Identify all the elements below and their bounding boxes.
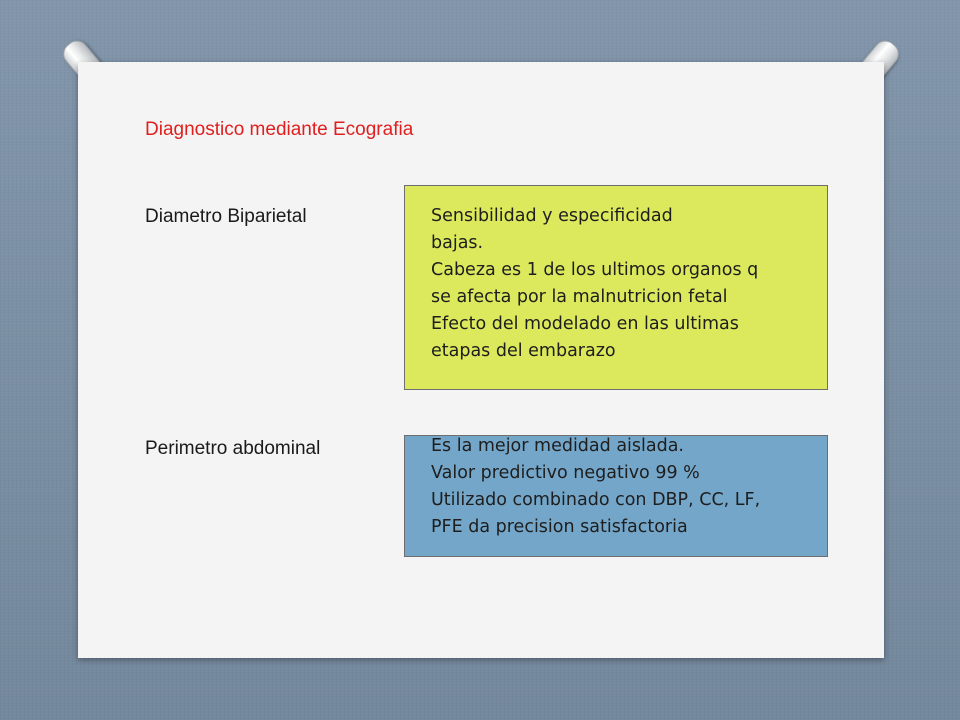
slide-title: Diagnostico mediante Ecografia	[145, 119, 414, 140]
dbp-line: Sensibilidad y especificidad	[431, 206, 673, 226]
label-perimetro-abdominal: Perimetro abdominal	[145, 438, 321, 459]
dbp-line: Cabeza es 1 de los ultimos organos q	[431, 260, 759, 280]
dbp-line: bajas.	[431, 233, 484, 253]
label-diametro-biparietal: Diametro Biparietal	[145, 206, 307, 227]
pa-line: Utilizado combinado con DBP, CC, LF,	[431, 490, 761, 510]
pa-line: Valor predictivo negativo 99 %	[431, 463, 700, 483]
dbp-line: etapas del embarazo	[431, 341, 616, 361]
dbp-info-box	[404, 185, 828, 390]
pa-info-box	[404, 435, 828, 557]
dbp-line: se afecta por la malnutricion fetal	[431, 287, 728, 307]
pa-line: PFE da precision satisfactoria	[431, 517, 688, 537]
pa-line: Es la mejor medidad aislada.	[431, 436, 684, 456]
dbp-line: Efecto del modelado en las ultimas	[431, 314, 739, 334]
